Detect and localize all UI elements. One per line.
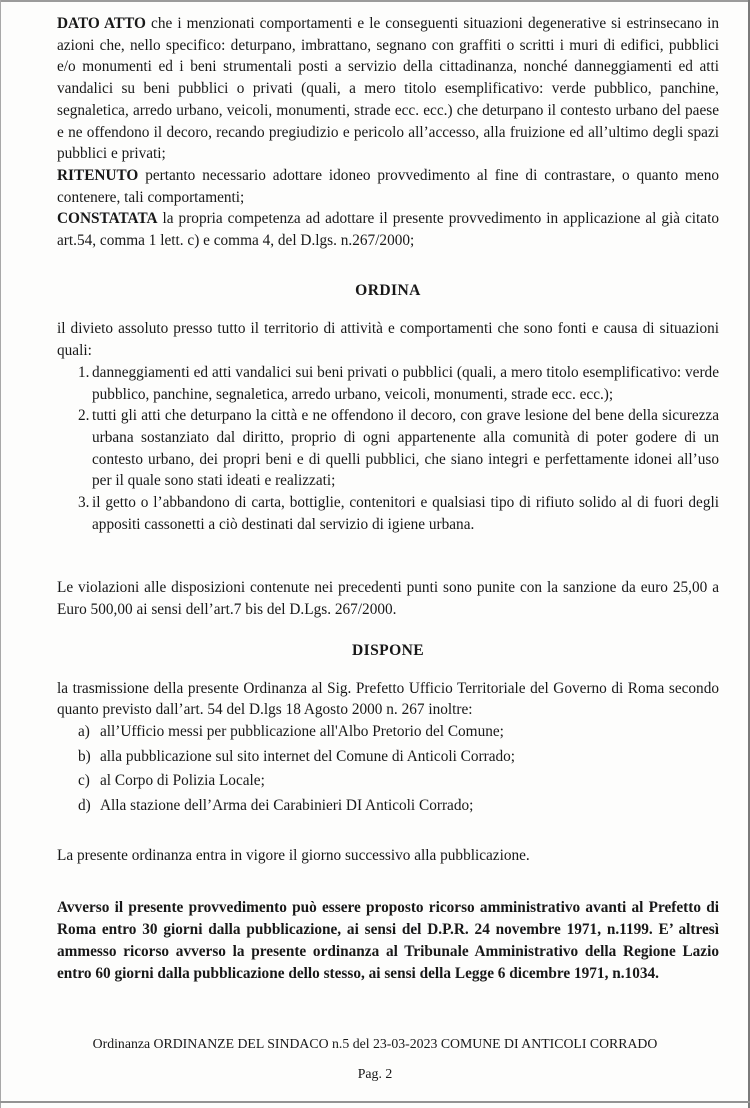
ordina-item-3-text: il getto o l’abbandono di carta, bottiglie, contenitori e qualsiasi tipo di rifiuto solido al di fuori degli appositi cassonetti a ciò destinati dal servizio di igiene urbana.	[92, 494, 719, 533]
ordina-item-2-text: tutti gli atti che deturpano la città e ne offendono il decoro, con grave lesione del bene della sicurezza urbana sostanziato dal diritto, proprio di ogni appartenente alla comunità di poter godere di un contesto urbano, dei propri beni e di quelli pubblici, che siano integri e perfettamente idonei all’uso per il quale sono stati ideati e realizzati;	[92, 407, 719, 490]
ordina-item-1-text: danneggiamenti ed atti vandalici sui beni privati o pubblici (quali, a mero titolo esemplificativo: verde pubblico, panchine, segnaletica, arredo urbano, veicoli, monumenti, strade ecc. ecc.);	[92, 363, 719, 403]
paragraph-dato-atto	[57, 13, 719, 165]
lead-word-constatata: CONSTATATA	[57, 210, 158, 228]
page-border-left	[0, 0, 1, 1108]
ordina-item-2-marker: 2.	[78, 407, 90, 425]
dispone-item-d	[57, 795, 719, 817]
dispone-item-d-marker: d)	[78, 797, 91, 815]
dispone-item-a-text: all’Ufficio messi per pubblicazione all'Albo Pretorio del Comune;	[100, 722, 504, 740]
dispone-item-b-text: alla pubblicazione sul sito internet del Comune di Anticoli Corrado;	[100, 747, 516, 765]
paragraph-ritenuto-text: pertanto necessario adottare idoneo provvedimento al fine di contrastare, o quanto meno contenere, tali comportamenti;	[57, 166, 719, 206]
dispone-item-a-marker: a)	[78, 722, 90, 740]
footer-page-number: Pag. 2	[357, 1066, 393, 1081]
dispone-item-a	[57, 721, 719, 743]
page-border-bottom	[0, 1101, 750, 1103]
lead-word-dato-atto: DATO ATTO	[57, 15, 146, 32]
dispone-item-b	[57, 746, 719, 768]
dispone-list	[57, 721, 719, 817]
document-body	[57, 13, 719, 986]
effective-date-paragraph: La presente ordinanza entra in vigore il giorno successivo alla pubblicazione.	[57, 846, 530, 864]
paragraph-ritenuto	[57, 165, 719, 208]
dispone-intro: la trasmissione della presente Ordinanza al Sig. Prefetto Ufficio Territoriale del Governo di Roma secondo quanto previsto dall’art. 54 del D.lgs 18 Agosto 2000 n. 267 inoltre:	[57, 679, 719, 719]
dispone-item-d-text: Alla stazione dell’Arma dei Carabinieri DI Anticoli Corrado;	[100, 797, 474, 815]
paragraph-constatata-text: la propria competenza ad adottare il presente provvedimento in applicazione al già citato art.54, comma 1 lett. c) e comma 4, del D.lgs. n.267/2000;	[57, 210, 719, 250]
ordina-item-3	[57, 492, 719, 535]
appeal-notice-paragraph: Avverso il presente provvedimento può essere proposto ricorso amministrativo avanti al Prefetto di Roma entro 30 giorni dalla pubblicazione, ai sensi del D.P.R. 24 novembre 1971, n.1199. E’ altresì ammesso ricorso avverso la presente ordinanza al Tribunale Amministrativo della Regione Lazio entro 60 giorni dalla pubblicazione dello stesso, ai sensi della Legge 6 dicembre 1971, n.1034.	[57, 898, 719, 983]
paragraph-constatata	[57, 208, 719, 251]
paragraph-dato-atto-text: che i menzionati comportamenti e le conseguenti situazioni degenerative si estrinsecano in azioni che, nello specifico: deturpano, imbrattano, segnano con graffiti o scritti i muri di edifici, pubblici e/o monumenti ed i beni strumentali posti a servizio della cittadinanza, nonché danneggiamenti ed atti vandalici su beni pubblici o privati (quali, a mero titolo esemplificativo: verde pubblico, panchine, segnaletica, arredo urbano, veicoli, monumenti, strade ecc. ecc.) che deturpano il contesto urbano del paese e ne offendono il decoro, recando pregiudizio e pericolo all’accesso, alla fruizione ed all’ultimo degli spazi pubblici e privati;	[57, 15, 720, 163]
ordina-item-3-marker: 3.	[78, 494, 90, 512]
ordina-item-1-marker: 1.	[78, 363, 90, 381]
footer-reference: Ordinanza ORDINANZE DEL SINDACO n.5 del 23-03-2023 COMUNE DI ANTICOLI CORRADO	[92, 1036, 658, 1051]
page-border-top	[0, 0, 750, 2]
dispone-item-b-marker: b)	[78, 747, 91, 765]
ordina-intro: il divieto assoluto presso tutto il territorio di attività e comportamenti che sono fonti e causa di situazioni quali:	[57, 320, 719, 360]
dispone-item-c-marker: c)	[78, 772, 90, 790]
dispone-item-c	[57, 770, 719, 792]
ordina-item-2	[57, 405, 719, 492]
lead-word-ritenuto: RITENUTO	[57, 166, 139, 184]
ordina-list	[57, 362, 719, 536]
sanctions-paragraph: Le violazioni alle disposizioni contenute nei precedenti punti sono punite con la sanzione da euro 25,00 a Euro 500,00 ai sensi dell’art.7 bis del D.Lgs. 267/2000.	[57, 579, 719, 619]
ordina-heading: ORDINA	[355, 281, 421, 299]
dispone-heading: DISPONE	[351, 641, 425, 659]
dispone-item-c-text: al Corpo di Polizia Locale;	[100, 772, 265, 790]
ordina-item-1	[57, 362, 719, 405]
